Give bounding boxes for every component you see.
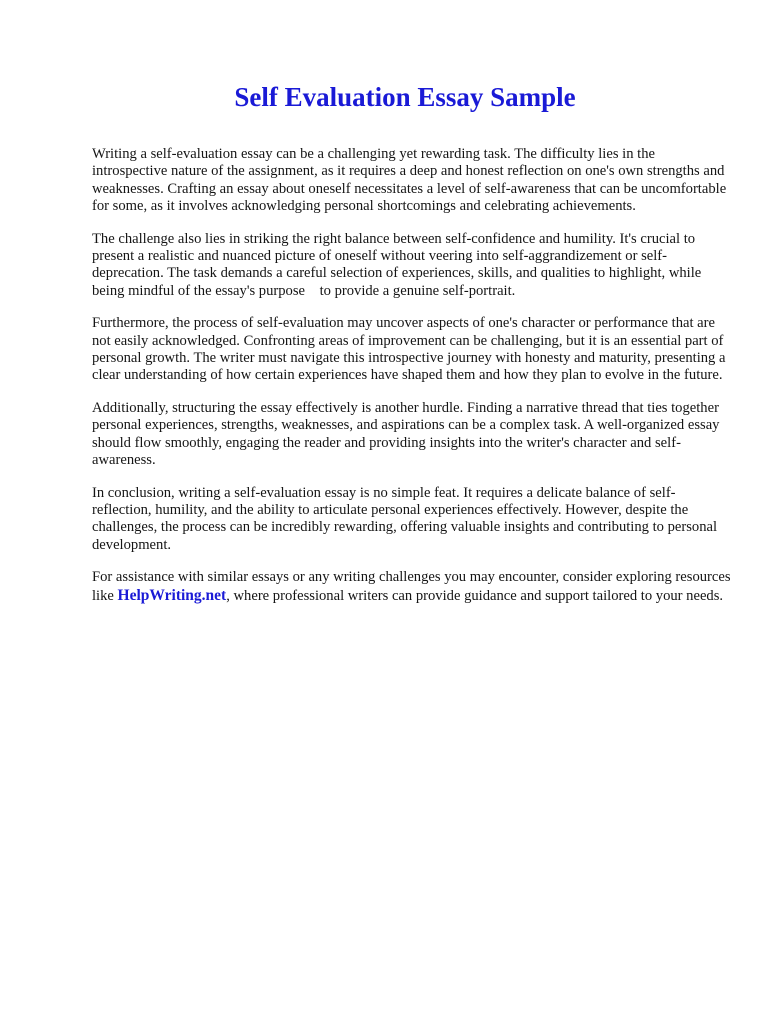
- paragraph-5: In conclusion, writing a self-evaluation essay is no simple feat. It requires a delicate balance of self-reflection, humility, and the ability to articulate personal experiences effectively. However, despite the challenges, the process can be incredibly rewarding, offering valuable insights and contributing to personal development.: [92, 484, 718, 553]
- paragraph-1: Writing a self-evaluation essay can be a challenging yet rewarding task. The difficulty lies in the introspective nature of the assignment, as it requires a deep and honest reflection on one's own strengths and weaknesses. Crafting an essay about oneself necessitates a level of self-awareness that can be uncomfortable for some, as it involves acknowledging personal shortcomings and celebrating achievements.: [92, 146, 727, 215]
- closing-text-before-link: For assistance with similar essays or any writing challenges you may encounter, consider exploring resources like: [92, 569, 731, 604]
- helpwriting-link[interactable]: HelpWriting.net: [117, 586, 227, 604]
- closing-paragraph: [92, 569, 732, 605]
- paragraph-4: Additionally, structuring the essay effectively is another hurdle. Finding a narrative thread that ties together personal experiences, strengths, weaknesses, and aspirations can be a complex task. A well-organized essay should flow smoothly, engaging the reader and providing insights into the writer's character and self-awareness.: [92, 399, 720, 469]
- paragraph-2: The challenge also lies in striking the right balance between self-confidence and humility. It's crucial to present a realistic and nuanced picture of oneself without veering into self-aggrandizement or self-deprecation. The task demands a careful selection of experiences, skills, and qualities to highlight, while being mindful of the essay's purpose to provide a genuine self-portrait.: [92, 230, 705, 299]
- page-title: Self Evaluation Essay Sample: [234, 82, 576, 112]
- paragraph-3: Furthermore, the process of self-evaluation may uncover aspects of one's character or performance that are not easily acknowledged. Confronting areas of improvement can be challenging, but it is an essential part of personal growth. The writer must navigate this introspective journey with honesty and maturity, presenting a clear understanding of how certain experiences have shaped them and how they plan to evolve in the future.: [92, 315, 726, 384]
- closing-text-after-link: , where professional writers can provide guidance and support tailored to your needs.: [226, 587, 724, 604]
- essay-body: [92, 146, 732, 620]
